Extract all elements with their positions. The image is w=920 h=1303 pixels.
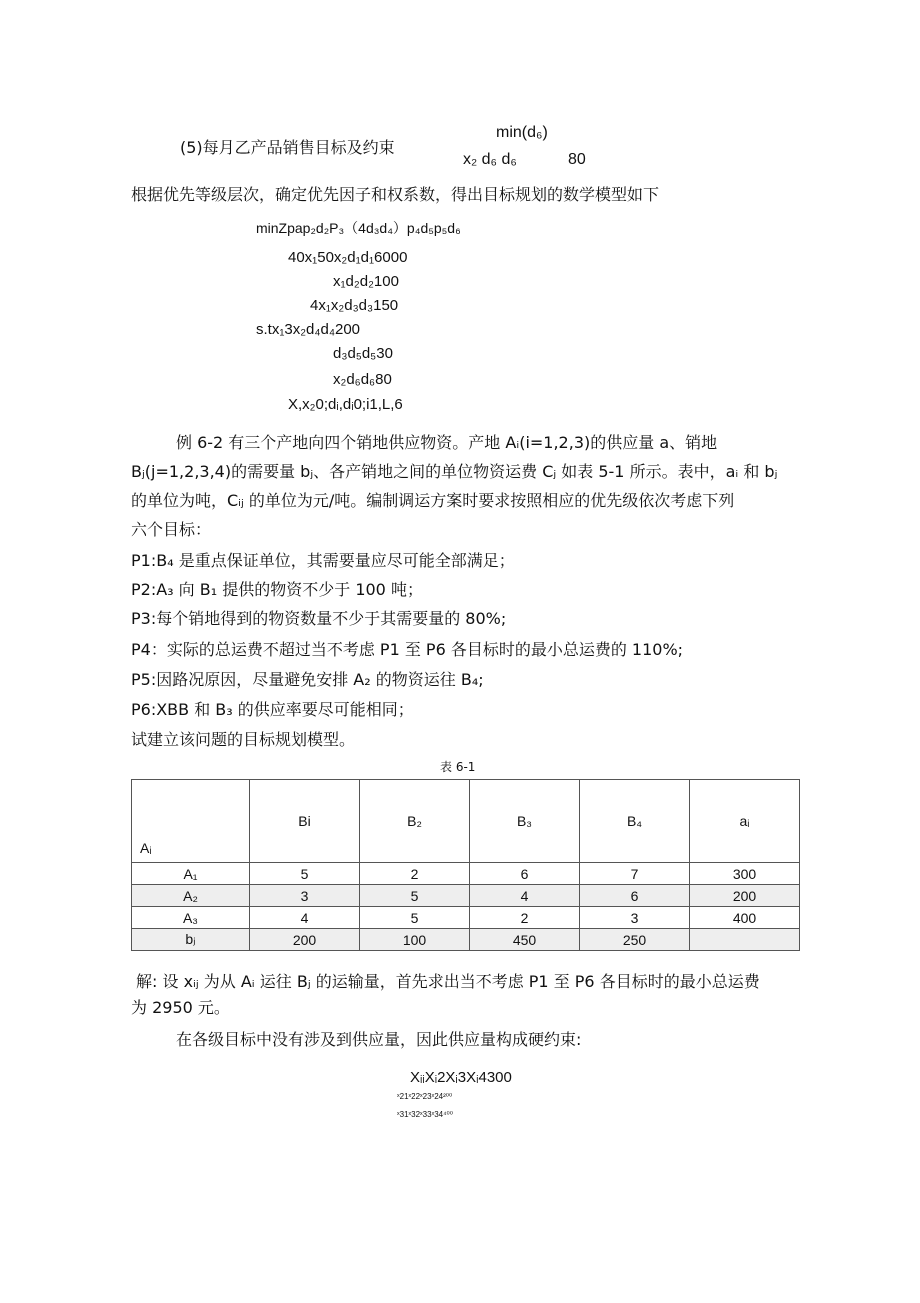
- goal-p1: P1:B₄ 是重点保证单位，其需要量应尽可能全部满足；: [131, 551, 515, 570]
- table-caption: 表 6-1: [440, 760, 476, 774]
- hard-constraint-1: XᵢᵢXᵢ2Xᵢ3Xᵢ4300: [410, 1069, 512, 1086]
- section5-constraint-lhs: x₂ d₆ d₆: [463, 151, 517, 168]
- table-corner-cell: Aᵢ: [132, 780, 250, 863]
- table-cell: 4: [470, 885, 580, 907]
- example-line-2: Bⱼ(j=1,2,3,4)的需要量 bⱼ、各产销地之间的单位物资运费 Cⱼ 如表 5-1 所示。表中，aᵢ 和 bⱼ: [131, 462, 778, 481]
- table-cell: 6: [580, 885, 690, 907]
- table-cell: 2: [470, 907, 580, 929]
- section5-label: (5)每月乙产品销售目标及约束: [180, 138, 395, 157]
- table-row: [132, 863, 800, 885]
- intro-text: 根据优先等级层次，确定优先因子和权系数，得出目标规划的数学模型如下: [131, 185, 660, 204]
- table-cell: A₃: [132, 907, 250, 929]
- section5-constraint-rhs: 80: [568, 151, 586, 168]
- model-constraint-1: 40x₁50x₂d₁d₁6000: [288, 249, 408, 266]
- table-row: [132, 907, 800, 929]
- table-cell: 5: [250, 863, 360, 885]
- goal-p5: P5:因路况原因，尽量避免安排 A₂ 的物资运往 B₄;: [131, 670, 484, 689]
- solution-line-3: 在各级目标中没有涉及到供应量，因此供应量构成硬约束:: [176, 1030, 582, 1049]
- task-statement: 试建立该问题的目标规划模型。: [131, 730, 356, 749]
- table-cell: 2: [360, 863, 470, 885]
- table-header-cell: B₂: [360, 780, 470, 863]
- table-cell: 4: [250, 907, 360, 929]
- model-constraint-7: X,x₂0;dᵢ,dᵢ0;i1,L,6: [288, 396, 403, 413]
- table-cell: 250: [580, 929, 690, 951]
- goal-p6: P6:XBB 和 B₃ 的供应率要尽可能相同；: [131, 700, 414, 719]
- table-header-cell: B₃: [470, 780, 580, 863]
- table-cell: 200: [690, 885, 800, 907]
- table-cell: 7: [580, 863, 690, 885]
- table-cell: 5: [360, 907, 470, 929]
- example-line-1: 例 6-2 有三个产地向四个销地供应物资。产地 Aᵢ(i=1,2,3)的供应量 a、销地: [176, 433, 718, 452]
- table-header-cell: Bi: [250, 780, 360, 863]
- model-constraint-5: d₃d₅d₅30: [333, 345, 393, 362]
- table-cell: 450: [470, 929, 580, 951]
- cost-table: [131, 779, 800, 951]
- example-line-4: 六个目标：: [131, 520, 212, 539]
- table-cell: 3: [580, 907, 690, 929]
- table-cell: 5: [360, 885, 470, 907]
- table-cell: A₁: [132, 863, 250, 885]
- model-constraint-2: x₁d₂d₂100: [333, 273, 399, 290]
- table-cell: bⱼ: [132, 929, 250, 951]
- table-header-row: [132, 780, 800, 863]
- goal-p4: P4：实际的总运费不超过当不考虑 P1 至 P6 各目标时的最小总运费的 110%;: [131, 640, 684, 659]
- hard-constraint-2: ˣ21ˣ22ˣ23ˣ24²⁰⁰: [397, 1092, 453, 1101]
- table-cell: 400: [690, 907, 800, 929]
- table-row: [132, 929, 800, 951]
- table-header-cell: B₄: [580, 780, 690, 863]
- table-cell: A₂: [132, 885, 250, 907]
- section5-objective: min(d₆): [496, 124, 548, 141]
- model-constraint-4: s.tx₁3x₂d₄d₄200: [256, 321, 361, 338]
- hard-constraint-3: ˣ31ˣ32ˣ33ˣ34⁴⁰⁰: [397, 1110, 453, 1119]
- table-cell: 300: [690, 863, 800, 885]
- table-cell: 100: [360, 929, 470, 951]
- table-header-cell: aᵢ: [690, 780, 800, 863]
- example-line-3: 的单位为吨，Cᵢⱼ 的单位为元/吨。编制调运方案时要求按照相应的优先级依次考虑下列: [131, 491, 735, 510]
- solution-line-2: 为 2950 元。: [131, 998, 230, 1017]
- table-cell: 3: [250, 885, 360, 907]
- table-row: [132, 885, 800, 907]
- model-constraint-6: x₂d₆d₆80: [333, 371, 392, 388]
- table-cell: 200: [250, 929, 360, 951]
- goal-p2: P2:A₃ 向 B₁ 提供的物资不少于 100 吨；: [131, 580, 423, 599]
- model-objective: minZpap₂d₂P₃（4d₃d₄）p₄d₅p₅d₆: [256, 220, 461, 236]
- model-constraint-3: 4x₁x₂d₃d₃150: [310, 297, 399, 314]
- goal-p3: P3:每个销地得到的物资数量不少于其需要量的 80%;: [131, 609, 507, 628]
- table-cell: 6: [470, 863, 580, 885]
- solution-line-1: 解: 设 xᵢⱼ 为从 Aᵢ 运往 Bⱼ 的运输量，首先求出当不考虑 P1 至 P6 各目标时的最小总运费: [136, 972, 760, 991]
- table-cell: [690, 929, 800, 951]
